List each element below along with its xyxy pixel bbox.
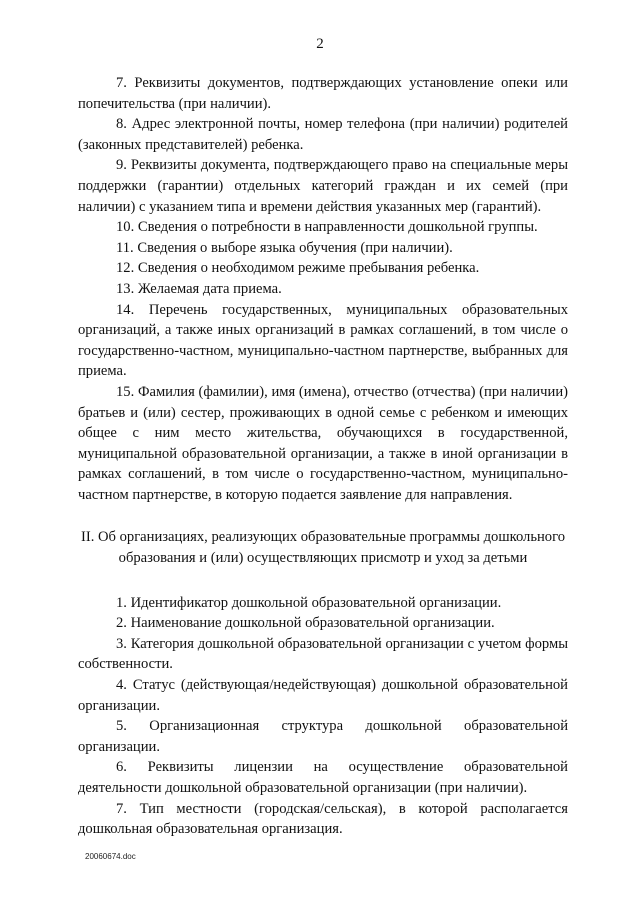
- section2-item-2: 2. Наименование дошкольной образовательной организации.: [116, 615, 495, 632]
- section-heading: II. Об организациях, реализующих образовательные программы дошкольного образования и (или) осуществляющих присмотр и уход за детьми: [80, 529, 566, 567]
- paragraph-item-11: 11. Сведения о выборе языка обучения (при наличии).: [116, 239, 453, 256]
- paragraph-item-7: 7. Реквизиты документов, подтверждающих установление опеки или попечительства (при наличии).: [78, 75, 568, 112]
- section2-item-3: 3. Категория дошкольной образовательной организации с учетом формы собственности.: [78, 635, 568, 673]
- paragraph-item-12: 12. Сведения о необходимом режиме пребывания ребенка.: [116, 260, 480, 277]
- page-number: 2: [316, 36, 324, 52]
- document-body: [78, 73, 568, 840]
- paragraph-item-13: 13. Желаемая дата приема.: [116, 280, 282, 297]
- section2-item-4: 4. Статус (действующая/недействующая) дошкольной образовательной организации.: [78, 677, 568, 714]
- section2-item-5: 5. Организационная структура дошкольной образовательной организации.: [78, 718, 568, 755]
- section2-item-6: 6. Реквизиты лицензии на осуществление образовательной деятельности дошкольной образовательной организации (при наличии).: [78, 759, 568, 796]
- paragraph-item-9: 9. Реквизиты документа, подтверждающего право на специальные меры поддержки (гарантии) отдельных категорий граждан и их семей (при наличии) с указанием типа и времени действия указанных мер (гарантий).: [78, 157, 568, 215]
- footer-filename: 20060674.doc: [85, 852, 136, 861]
- paragraph-item-10: 10. Сведения о потребности в направленности дошкольной группы.: [116, 219, 538, 236]
- paragraph-item-8: 8. Адрес электронной почты, номер телефона (при наличии) родителей (законных представителей) ребенка.: [78, 116, 568, 153]
- section2-item-7: 7. Тип местности (городская/сельская), в которой располагается дошкольная образовательная организация.: [78, 800, 568, 838]
- paragraph-item-14: 14. Перечень государственных, муниципальных образовательных организаций, а также иных организаций в рамках соглашений, в том числе о государственно-частном, муниципально-частном партнерстве, выбранных для приема.: [78, 301, 568, 380]
- section2-item-1: 1. Идентификатор дошкольной образовательной организации.: [116, 594, 502, 611]
- paragraph-item-15: 15. Фамилия (фамилии), имя (имена), отчество (отчества) (при наличии) братьев и (или) сестер, проживающих в одной семье с ребенком и имеющих общее с ним место жительства, обучающихся в государственной, муниципальной образовательной организации, а также в иной организации в рамках соглашений, в том числе о государственно-частном, муниципально-частном партнерстве, в которую подается заявление для направления.: [78, 383, 568, 503]
